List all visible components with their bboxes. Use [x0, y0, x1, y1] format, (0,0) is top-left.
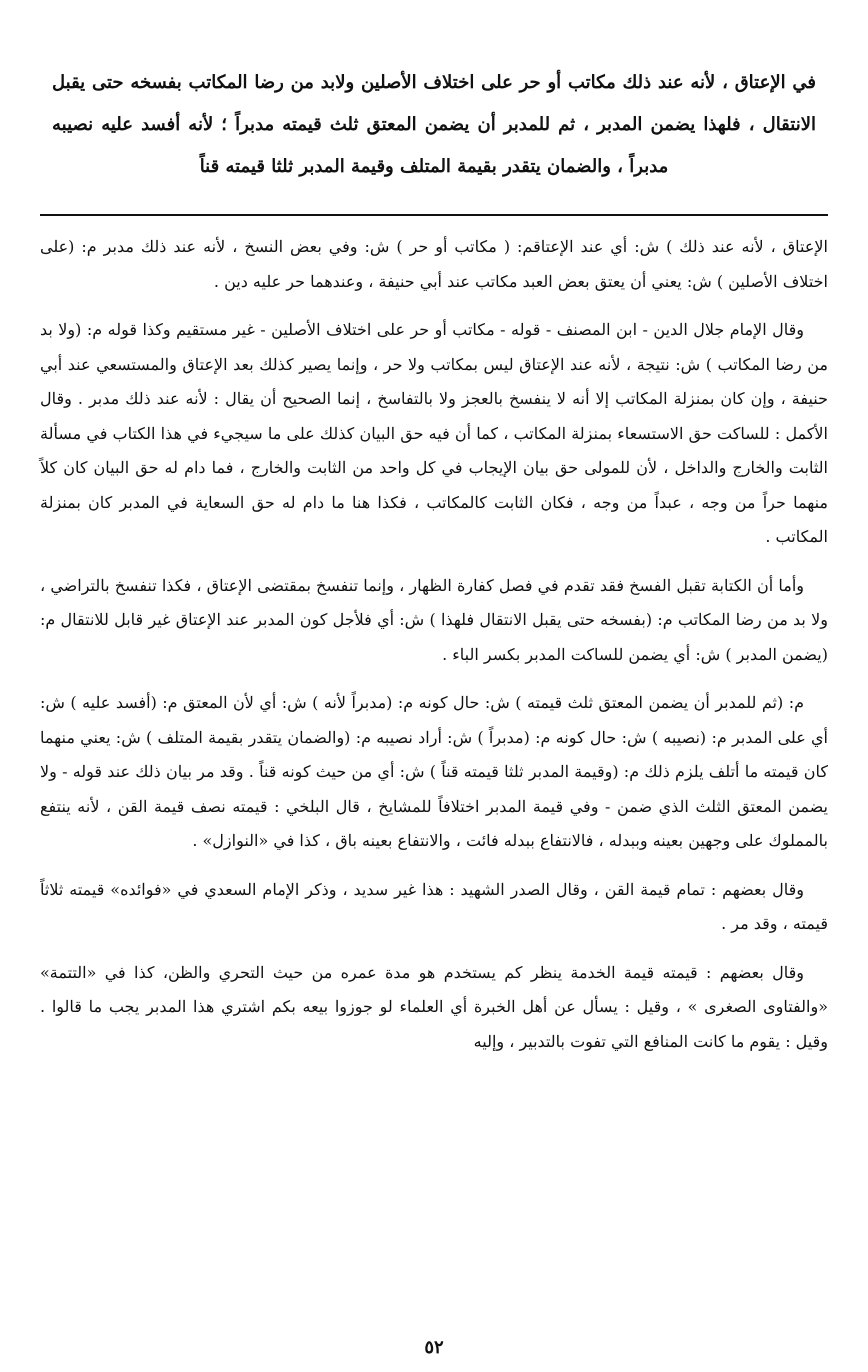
separator-rule: [40, 214, 828, 216]
commentary-paragraph: م: (ثم للمدبر أن يضمن المعتق ثلث قيمته ) ش: حال كونه م: (مدبراً لأنه ) ش: أي لأن المعتق م: (أفسد عليه ) ش: أي على المدبر م: (نصيبه ) ش: حال كونه م: (مدبراً ) ش: أراد نصيبه م: (والضمان يتقدر بقيمة المتلف ) ش: يعني منهما كان قيمته ما أتلف يلزم ذلك م: (وقيمة المدبر ثلثا قيمته قناً ) ش: أي من حيث كونه قناً . وقد مر بيان ذلك عند قوله - ولا يضمن المعتق الثلث الذي ضمن - وفي قيمة المدبر اختلافاً للمشايخ ، قال البلخي : قيمته نصف قيمة القن ، لأنه ينتفع بالمملوك على وجهين بعينه وببدله ، فالانتفاع ببدله فائت ، والانتفاع بعينه باق ، كذا في «النوازل» .: [40, 693, 829, 850]
page-number: ٥٢: [424, 1337, 444, 1358]
commentary: [40, 230, 828, 1059]
matn-text: في الإعتاق ، لأنه عند ذلك مكاتب أو حر على اختلاف الأصلين ولابد من رضا المكاتب بفسخه حتى يقبل الانتقال ، فلهذا يضمن المدبر ، ثم للمدبر أن يضمن المعتق ثلث قيمته مدبراً ؛ لأنه أفسد عليه نصيبه مدبراً ، والضمان يتقدر بقيمة المتلف وقيمة المدبر ثلثا قيمته قناً: [52, 72, 816, 177]
commentary-paragraph: وقال بعضهم : تمام قيمة القن ، وقال الصدر الشهيد : هذا غير سديد ، وذكر الإمام السعدي في «فوائده» قيمته ثلاثاً قيمته ، وقد مر .: [40, 879, 828, 933]
commentary-paragraph: الإعتاق ، لأنه عند ذلك ) ش: أي عند الإعتاقم: ( مكاتب أو حر ) ش: وفي بعض النسخ ، لأنه عند ذلك مدبر م: (على اختلاف الأصلين ) ش: يعني أن يعتق بعض العبد مكاتب عند أبي حنيفة ، وعندهما حر عليه دين .: [40, 237, 828, 291]
commentary-paragraph: وقال الإمام جلال الدين - ابن المصنف - قوله - مكاتب أو حر على اختلاف الأصلين - غير مستقيم وكذا قوله م: (ولا بد من رضا المكاتب ) ش: نتيجة ، لأنه عند الإعتاق ليس بمكاتب ولا حر ، وإنما يصير كذلك بعد الإعتاق والمستسعي عند أبي حنيفة ، وإن كان بمنزلة المكاتب إلا أنه لا ينفسخ بالعجز ولا بالتفاسخ ، إنما الصحيح أن يقال : لأنه عند ذلك مدبر . وقال الأكمل : للساكت حق الاستسعاء بمنزلة المكاتب ، كما أن فيه حق البيان كذلك على ما سيجيء في هذا الكتاب في مسألة الثابت والخارج والداخل ، لأن للمولى حق بيان الإيجاب في كل واحد من الثابت والخارج ، فما دام له حق البيان كان كلاً منهما حراً من وجه ، عبداً من وجه ، فكان الثابت كالمكاتب ، فكذا هنا ما دام له حق السعاية في المدبر كان بمنزلة المكاتب .: [40, 320, 829, 546]
commentary-paragraph: وأما أن الكتابة تقبل الفسخ فقد تقدم في فصل كفارة الظهار ، وإنما تنفسخ بمقتضى الإعتاق ، فكذا تنفسخ بالتراضي ، ولا بد من رضا المكاتب م: (بفسخه حتى يقبل الانتقال فلهذا ) ش: أي فلأجل كون المدبر عند الإعتاق غير قابل للانتقال م: (يضمن المدبر ) ش: أي يضمن للساكت المدبر بكسر الباء .: [40, 575, 828, 664]
commentary-paragraph: وقال بعضهم : قيمته قيمة الخدمة ينظر كم يستخدم هو مدة عمره من حيث التحري والظن، كذا في «التتمة» «والفتاوى الصغرى » ، وقيل : يسأل عن أهل الخبرة أي العلماء لو جوزوا بيعه بكم اشتري هذا المدبر يجب ما قالوا . وقيل : يقوم ما كانت المنافع التي تفوت بالتدبير ، وإليه: [40, 962, 828, 1051]
